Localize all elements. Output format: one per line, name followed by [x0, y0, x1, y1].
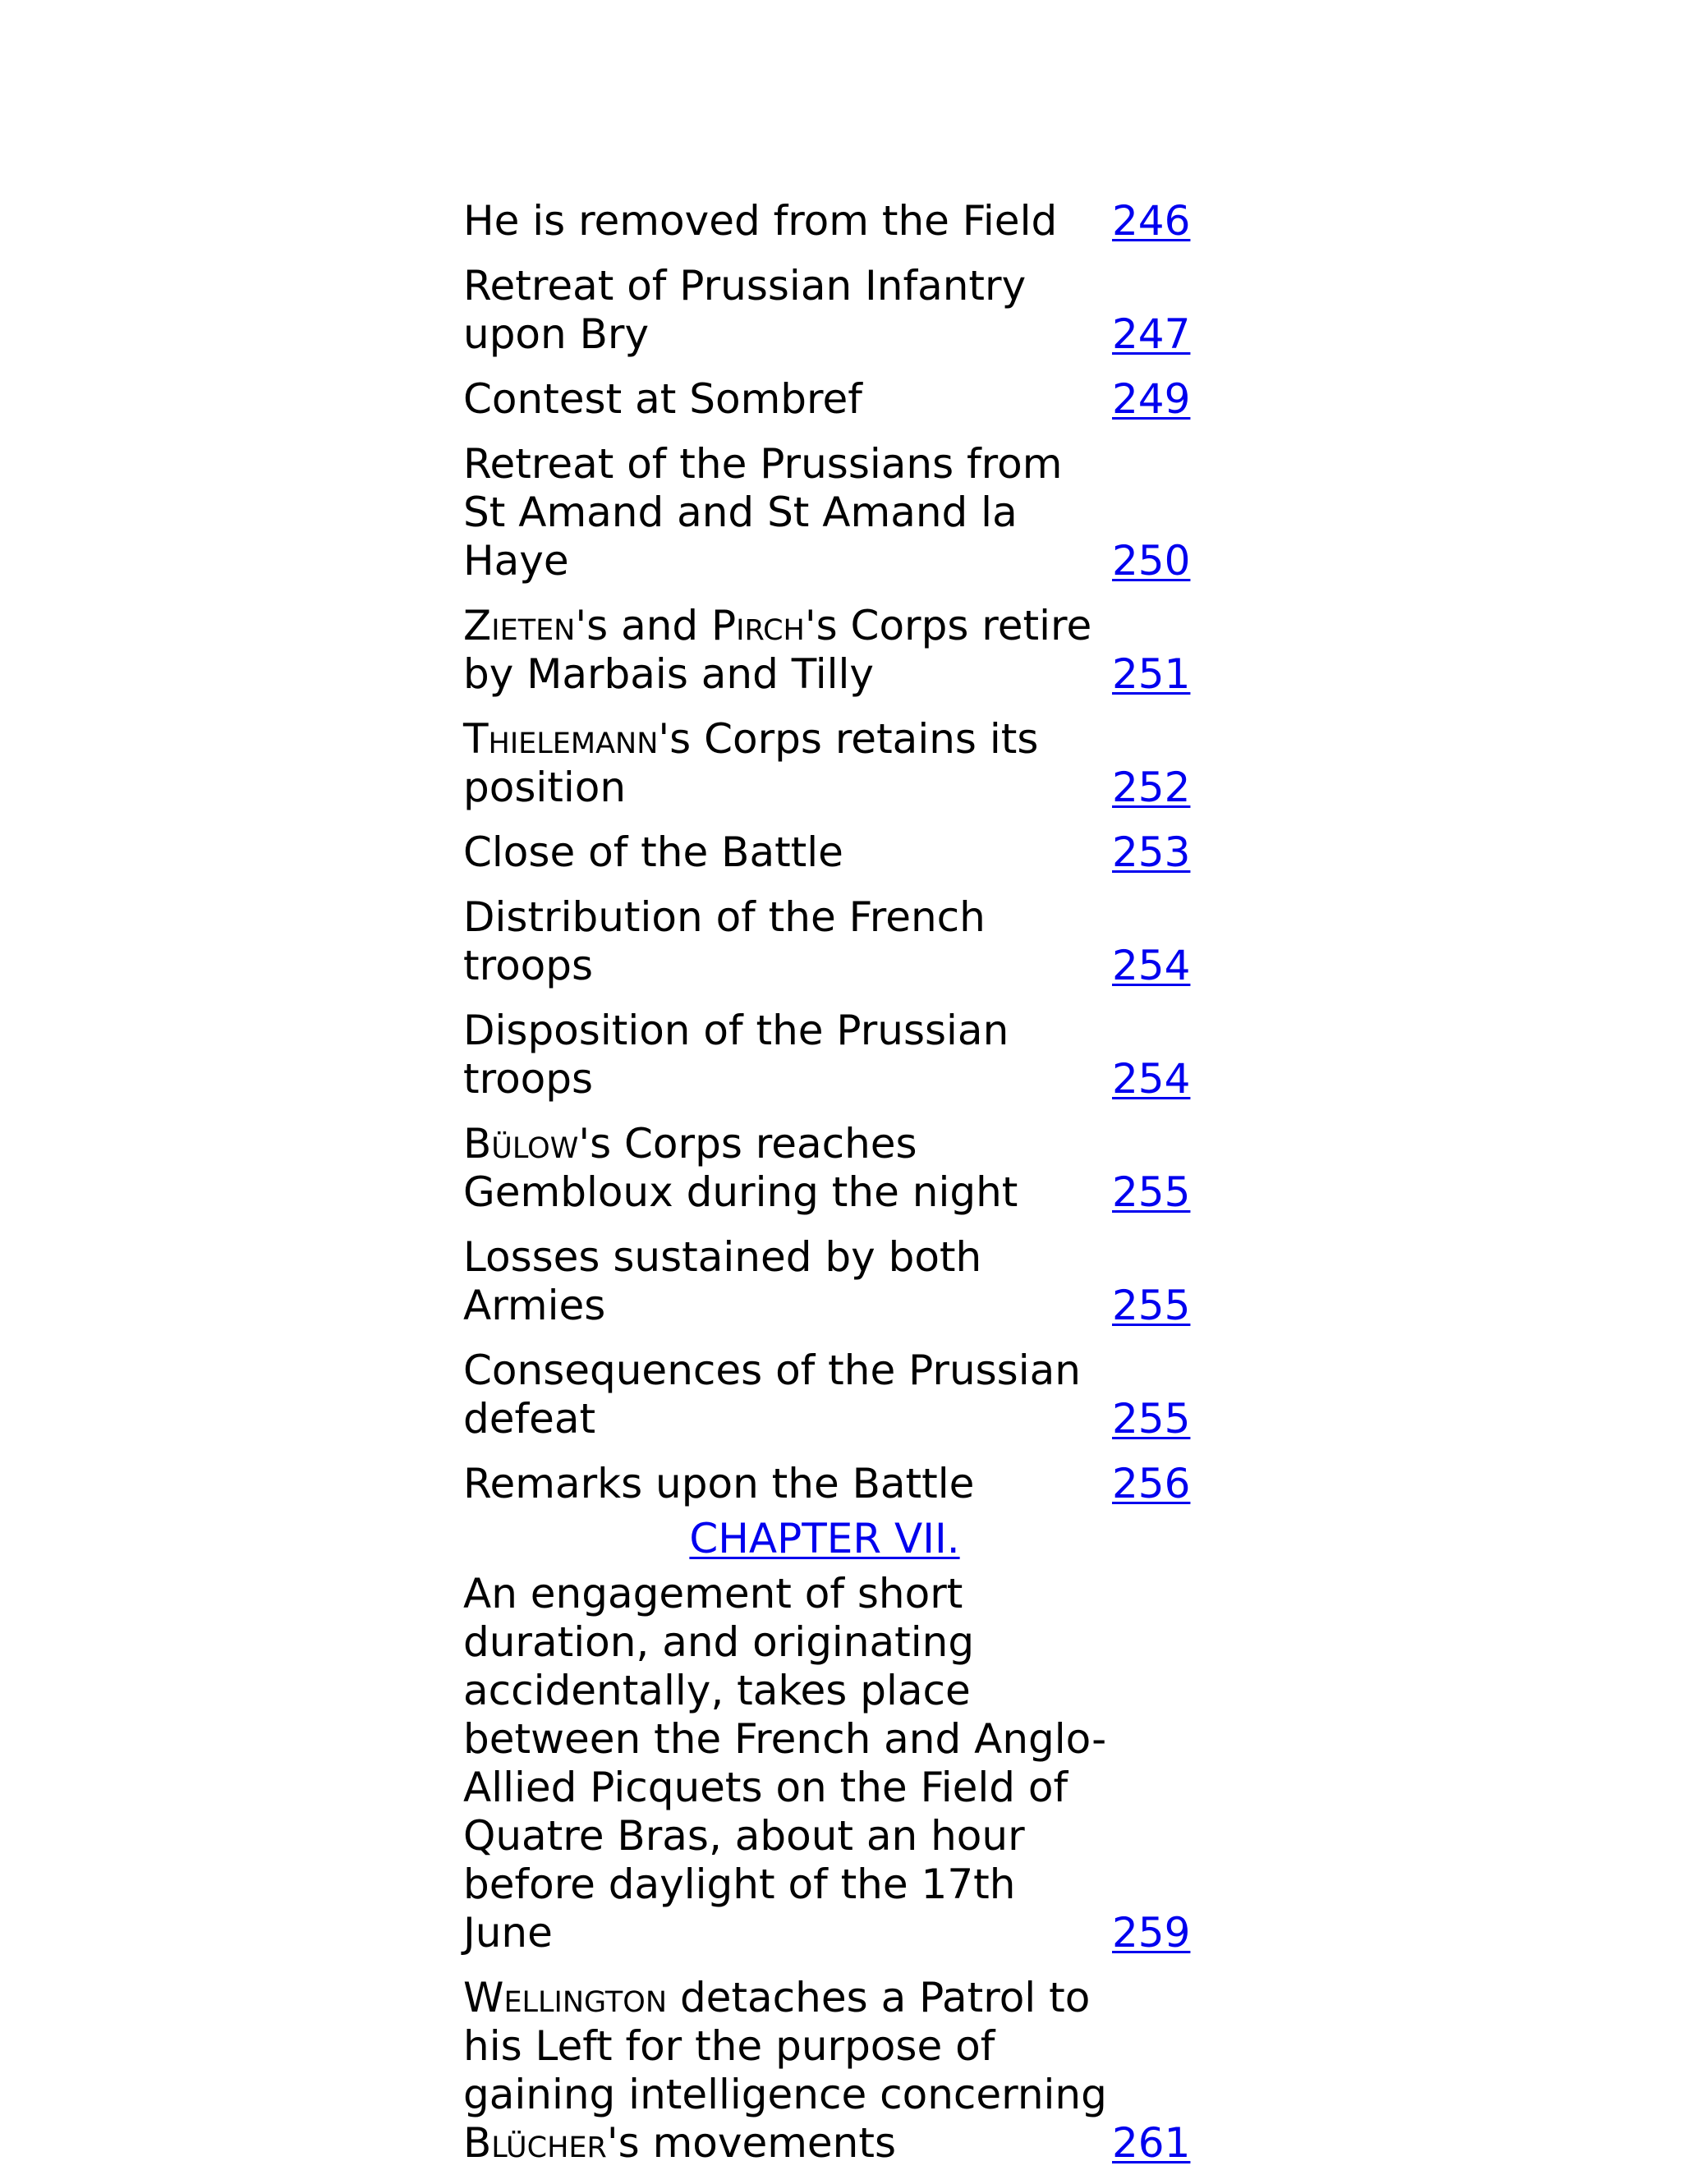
toc-entry-text [463, 375, 1112, 424]
entry-text-part: 's movements [606, 2119, 897, 2167]
toc-entry [463, 1974, 1202, 2168]
entry-text-part: An engagement of short duration, and originating accidentally, takes place between the French and Anglo-Allied Picquets on the Field of Quatre Bras, about an hour before daylight of the 17th June [463, 1570, 1107, 1957]
page-link[interactable]: 254 [1112, 942, 1191, 989]
page-link[interactable]: 254 [1112, 1055, 1191, 1103]
toc-entry-text [463, 262, 1112, 359]
toc-entry [463, 828, 1202, 877]
entry-text-part: 's and [575, 602, 712, 649]
toc-entry-text [463, 1570, 1112, 1957]
page-link[interactable]: 261 [1112, 2119, 1191, 2167]
toc-entry-text [463, 197, 1112, 245]
page-link[interactable]: 250 [1112, 537, 1191, 585]
entry-text-part: Disposition of the Prussian troops [463, 1007, 1009, 1103]
toc-entry-text [463, 715, 1112, 812]
entry-text-part: detaches a Patrol to his Left for the purpose of gaining intelligence concerning [463, 1974, 1107, 2118]
page-link[interactable]: 259 [1112, 1909, 1191, 1957]
page-link[interactable]: 256 [1112, 1460, 1191, 1507]
proper-name: Zieten [463, 602, 576, 649]
toc-entry-text [463, 1347, 1112, 1443]
entry-text-part: Losses sustained by both Armies [463, 1233, 982, 1329]
toc-entry [463, 893, 1202, 990]
proper-name: Thielemann [463, 715, 659, 763]
toc-entry-text [463, 893, 1112, 990]
entry-text-part: Contest at Sombref [463, 375, 862, 423]
chapter-link[interactable]: CHAPTER VII. [689, 1515, 960, 1562]
toc-entries-after [463, 1570, 1202, 2168]
page-link[interactable]: 252 [1112, 764, 1191, 811]
page-link[interactable]: 247 [1112, 310, 1191, 358]
toc-entry [463, 1347, 1202, 1443]
chapter-heading [463, 1515, 1186, 1563]
entry-text-part: Close of the Battle [463, 828, 843, 876]
toc-entry [463, 1120, 1202, 1217]
page-link[interactable]: 249 [1112, 375, 1191, 423]
entry-text-part: 's Corps reaches Gembloux during the night [463, 1120, 1018, 1216]
proper-name: Bülow [463, 1120, 579, 1168]
page-link[interactable]: 253 [1112, 828, 1191, 876]
proper-name: Wellington [463, 1974, 668, 2021]
toc-entry [463, 375, 1202, 424]
toc-entry [463, 440, 1202, 585]
toc-entry-text [463, 440, 1112, 585]
toc-entry [463, 715, 1202, 812]
toc-entry-text [463, 1120, 1112, 1217]
page-link[interactable]: 246 [1112, 197, 1191, 245]
toc-entry [463, 602, 1202, 699]
toc-entry-text [463, 1974, 1112, 2168]
page-link[interactable]: 255 [1112, 1168, 1191, 1216]
toc-entry-text [463, 828, 1112, 877]
entry-text-part: Remarks upon the Battle [463, 1460, 975, 1507]
toc-entry-text [463, 1007, 1112, 1103]
toc-entry [463, 1570, 1202, 1957]
page-link[interactable]: 255 [1112, 1395, 1191, 1443]
entry-text-part: He is removed from the Field [463, 197, 1058, 245]
proper-name: Blücher [463, 2119, 607, 2167]
toc-entry-text [463, 602, 1112, 699]
entry-text-part: Retreat of the Prussians from St Amand and St Amand la Haye [463, 440, 1063, 585]
entry-text-part: Retreat of Prussian Infantry upon Bry [463, 262, 1027, 358]
entry-text-part: 's Corps retains its position [463, 715, 1039, 811]
toc-entry [463, 1007, 1202, 1103]
entry-text-part: Distribution of the French troops [463, 893, 986, 989]
toc-entry-text [463, 1460, 1112, 1508]
page-link[interactable]: 251 [1112, 650, 1191, 698]
proper-name: Pirch [711, 602, 805, 649]
toc-entry-text [463, 1233, 1112, 1330]
toc-entry [463, 197, 1202, 245]
toc-entry [463, 1233, 1202, 1330]
toc-entries-before [463, 197, 1202, 1508]
toc-entry [463, 1460, 1202, 1508]
entry-text-part: Consequences of the Prussian defeat [463, 1347, 1081, 1443]
page-link[interactable]: 255 [1112, 1282, 1191, 1329]
toc-entry [463, 262, 1202, 359]
entry-text-part: 's Corps retire by Marbais and Tilly [463, 602, 1092, 698]
table-of-contents [463, 197, 1202, 2184]
